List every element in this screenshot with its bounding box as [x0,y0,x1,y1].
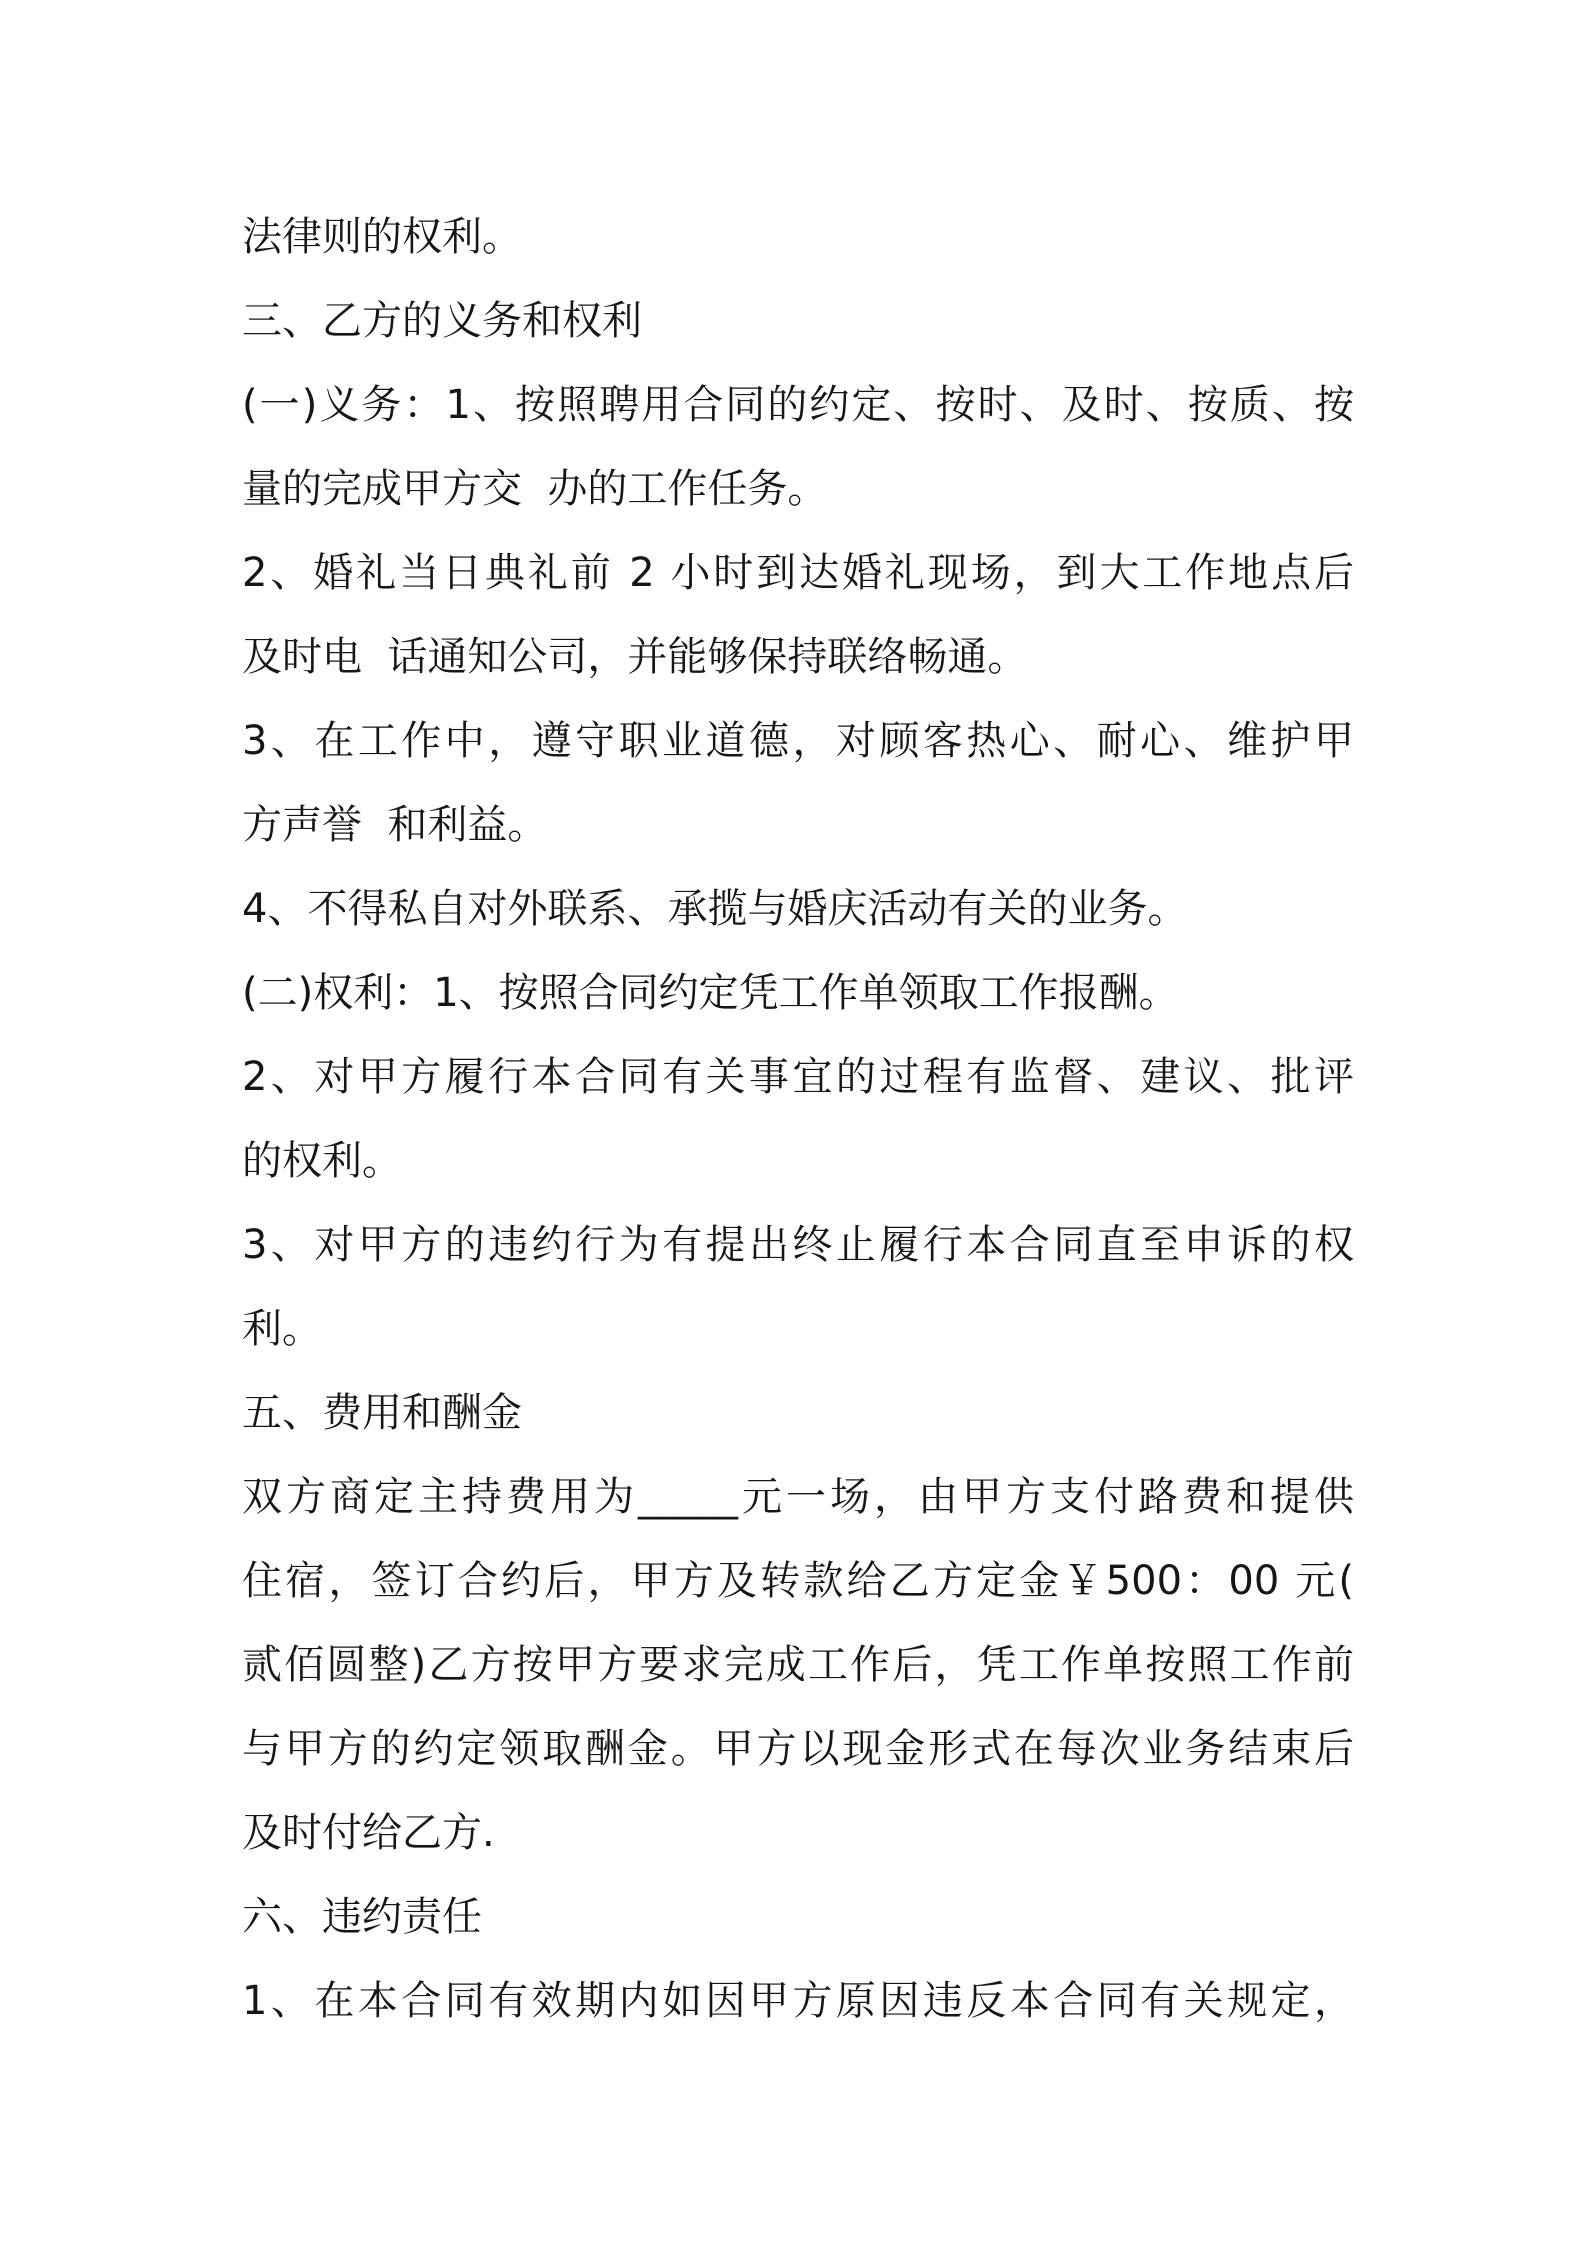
text-line: 的权利。 [242,1138,402,1184]
text-line: 3、对甲方的违约行为有提出终止履行本合同直至申诉的权 [242,1222,1354,1268]
text-line: 与甲方的约定领取酬金。甲方以现金形式在每次业务结束后 [242,1726,1354,1772]
text-line: 及时电 话通知公司，并能够保持联络畅通。 [242,634,1028,680]
document-body [242,195,1354,2043]
text-line: 双方商定主持费用为_____元一场，由甲方支付路费和提供 [242,1474,1354,1520]
section-heading: 五、费用和酬金 [242,1390,522,1436]
text-line: 量的完成甲方交 办的工作任务。 [242,466,828,512]
text-line: (二)权利：1、按照合同约定凭工作单领取工作报酬。 [242,970,1179,1016]
text-line: 3、在工作中，遵守职业道德，对顾客热心、耐心、维护甲 [242,718,1354,764]
text-line: 1、在本合同有效期内如因甲方原因违反本合同有关规定， [242,1978,1354,2024]
section-heading: 三、乙方的义务和权利 [242,298,642,344]
text-line: 贰佰圆整)乙方按甲方要求完成工作后，凭工作单按照工作前 [242,1642,1354,1688]
text-line: 方声誉 和利益。 [242,802,548,848]
text-line: 及时付给乙方. [242,1810,495,1856]
text-line: (一)义务：1、按照聘用合同的约定、按时、及时、按质、按 [242,382,1354,428]
text-line: 法律则的权利。 [242,214,522,260]
section-heading: 六、违约责任 [242,1894,482,1940]
text-line: 2、对甲方履行本合同有关事宜的过程有监督、建议、批评 [242,1054,1354,1100]
text-line: 住宿，签订合约后，甲方及转款给乙方定金￥500：00 元( [242,1558,1354,1604]
text-line: 利。 [242,1306,322,1352]
text-line: 4、不得私自对外联系、承揽与婚庆活动有关的业务。 [242,886,1188,932]
text-line: 2、婚礼当日典礼前 2 小时到达婚礼现场，到大工作地点后 [242,550,1354,596]
